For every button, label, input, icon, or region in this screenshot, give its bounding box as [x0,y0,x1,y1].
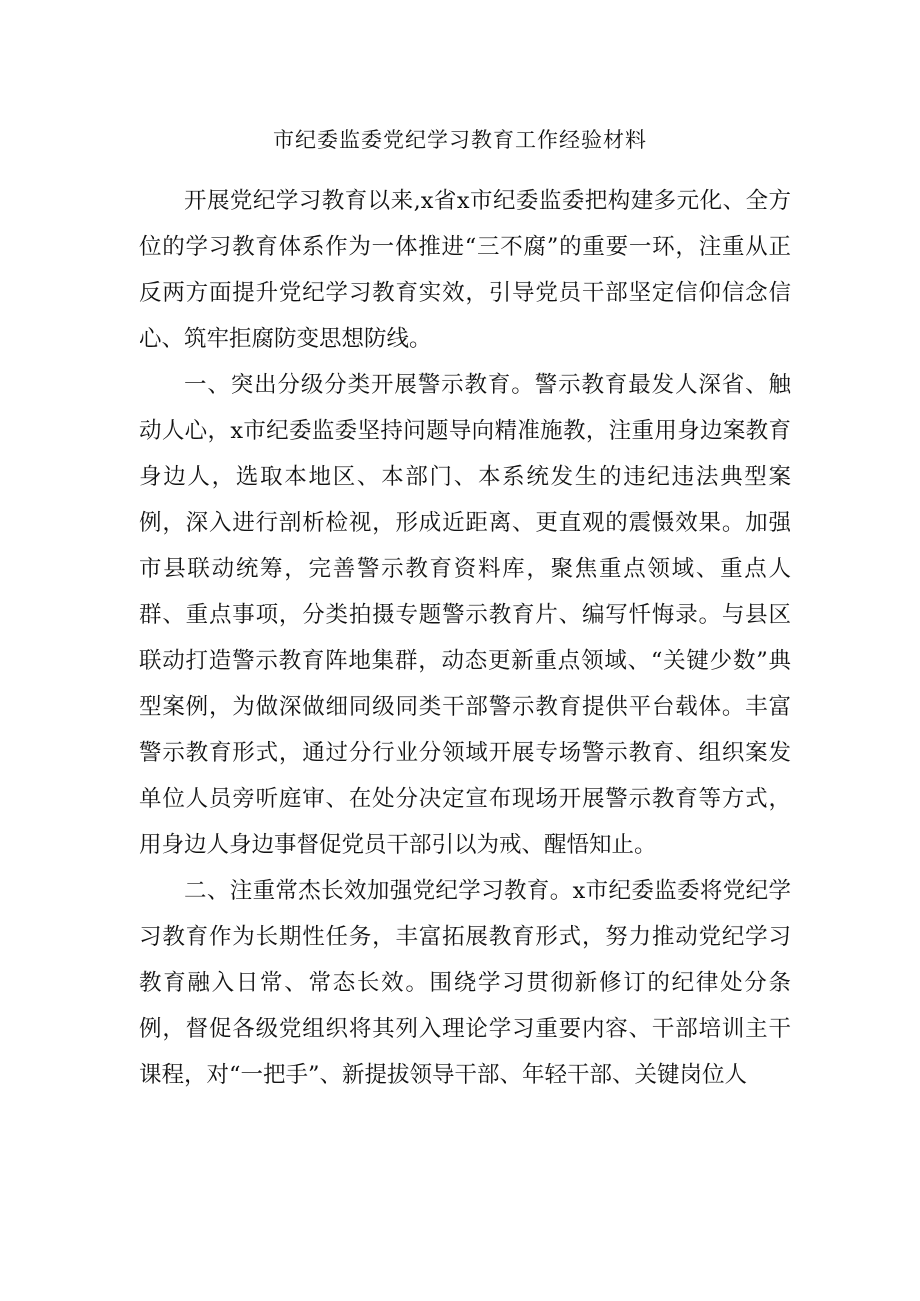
paragraph-intro: 开展党纪学习教育以来,x省x市纪委监委把构建多元化、全方位的学习教育体系作为一体推进“三不腐”的重要一环，注重从正反两方面提升党纪学习教育实效，引导党员干部坚定信仰信念信心、筑牢拒腐防变思想防线。 [139,188,791,352]
document-body [139,178,791,1098]
paragraph-section-two: 二、注重常杰长效加强党纪学习教育。x市纪委监委将党纪学习教育作为长期性任务，丰富拓展教育形式，努力推动党纪学习教育融入日常、常态长效。围绕学习贯彻新修订的纪律处分条例，督促各级党组织将其列入理论学习重要内容、干部培训主干课程，对“一把手”、新提拔领导干部、年轻干部、关键岗位人 [139,878,791,1088]
paragraph-section-one: 一、突出分级分类开展警示教育。警示教育最发人深省、触动人心，x市纪委监委坚持问题导向精准施教，注重用身边案教育身边人，选取本地区、本部门、本系统发生的违纪违法典型案例，深入进行剖析检视，形成近距离、更直观的震慑效果。加强市县联动统筹，完善警示教育资料库，聚焦重点领域、重点人群、重点事项，分类拍摄专题警示教育片、编写忏悔录。与县区联动打造警示教育阵地集群，动态更新重点领域、“关键少数”典型案例，为做深做细同级同类干部警示教育提供平台载体。丰富警示教育形式，通过分行业分领域开展专场警示教育、组织案发单位人员旁听庭审、在处分决定宣布现场开展警示教育等方式，用身边人身边事督促党员干部引以为戒、醒悟知止。 [139,372,791,858]
document-title: 市纪委监委党纪学习教育工作经验材料 [273,128,647,152]
